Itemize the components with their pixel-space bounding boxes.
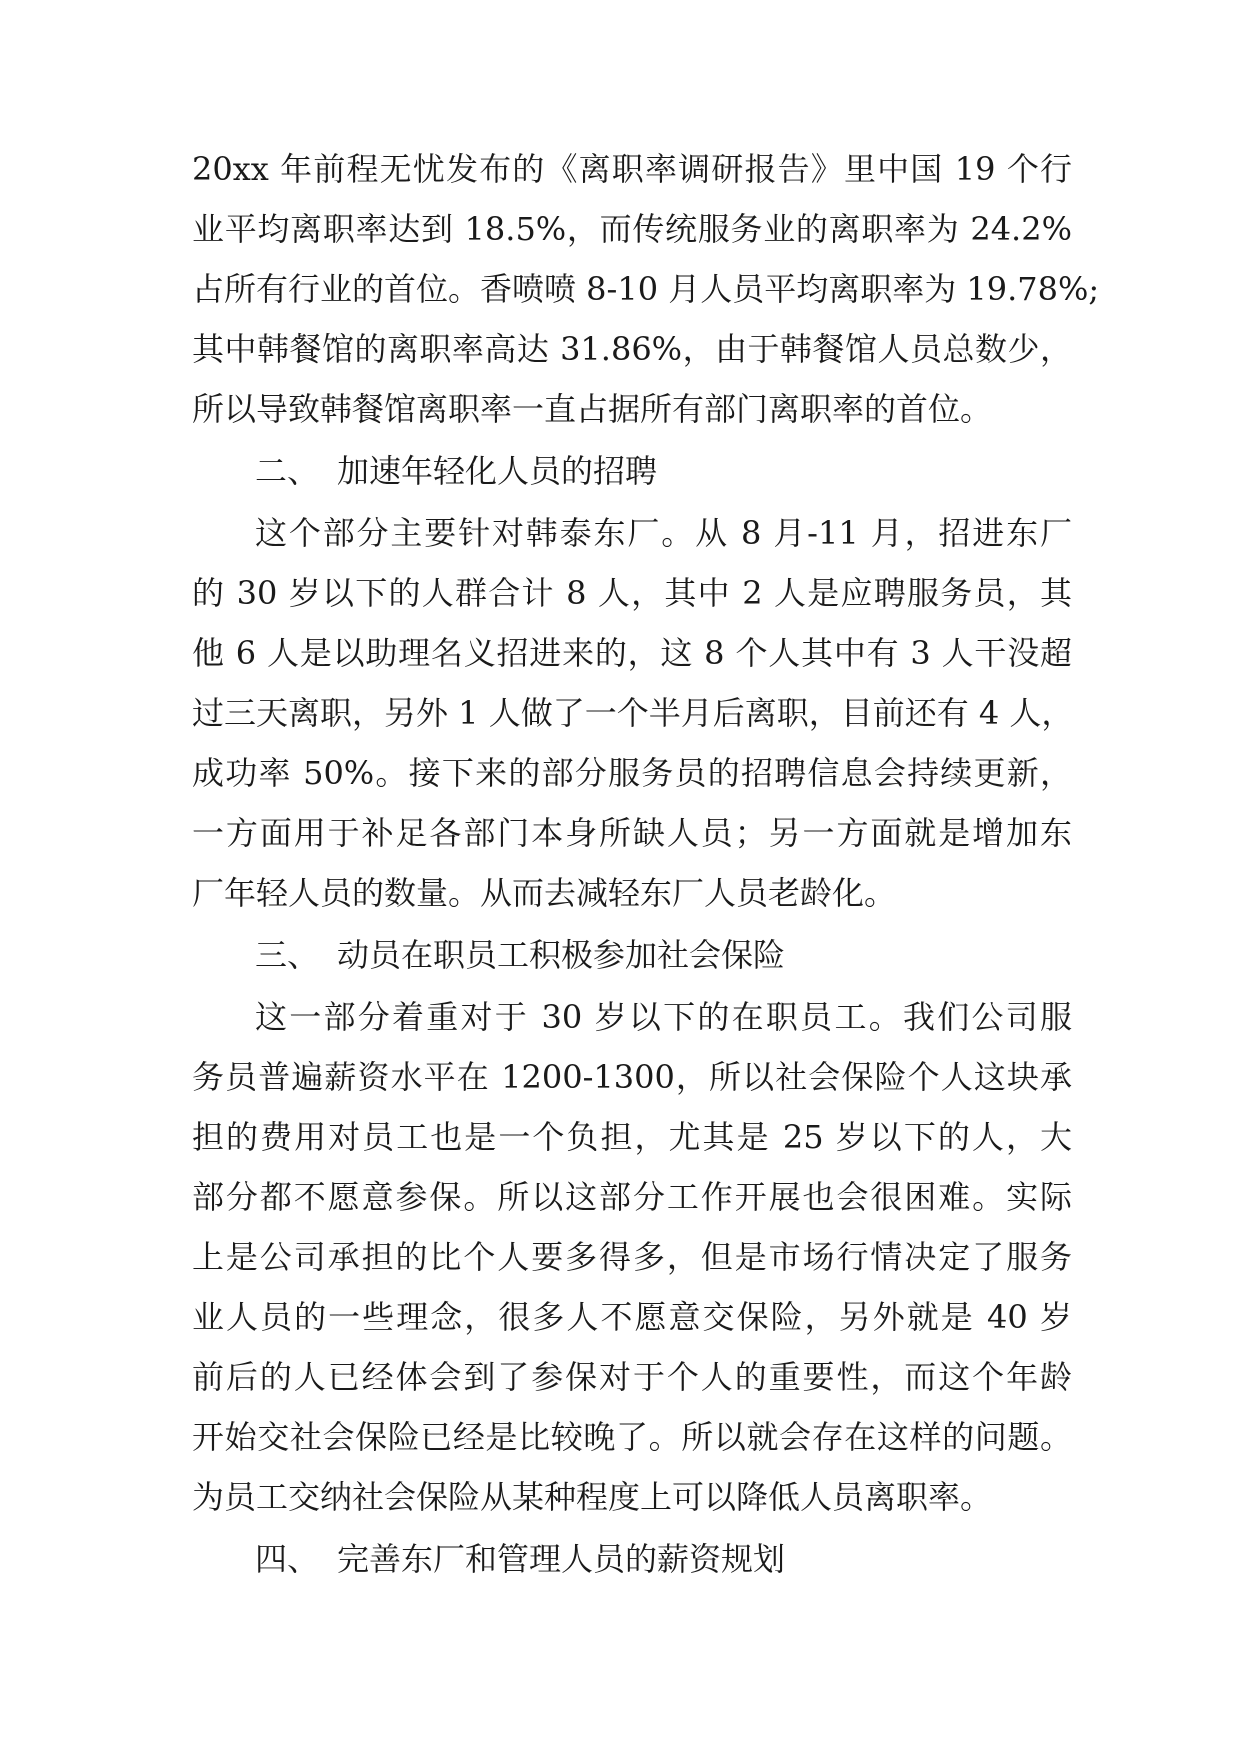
section-heading bbox=[255, 1529, 785, 1589]
paragraph-line: 所以导致韩餐馆离职率一直占据所有部门离职率的首位。 bbox=[192, 390, 993, 428]
section-number: 四、 bbox=[255, 1540, 320, 1578]
section-heading bbox=[255, 925, 785, 985]
paragraph-line: 这个部分主要针对韩泰东厂。从 8 月-11 月，招进东厂 bbox=[255, 514, 1072, 552]
section-title: 动员在职员工积极参加社会保险 bbox=[337, 936, 786, 974]
paragraph-line: 一方面用于补足各部门本身所缺人员；另一方面就是增加东 bbox=[192, 814, 1072, 852]
section-number: 三、 bbox=[255, 936, 320, 974]
paragraph-line: 这一部分着重对于 30 岁以下的在职员工。我们公司服 bbox=[255, 998, 1072, 1036]
paragraph-line: 前后的人已经体会到了参保对于个人的重要性，而这个年龄 bbox=[192, 1358, 1072, 1396]
paragraph-line: 他 6 人是以助理名义招进来的，这 8 个人其中有 3 人干没超 bbox=[192, 634, 1072, 672]
paragraph-line: 20xx 年前程无忧发布的《离职率调研报告》里中国 19 个行 bbox=[192, 150, 1072, 188]
paragraph-line: 过三天离职，另外 1 人做了一个半月后离职，目前还有 4 人， bbox=[192, 694, 1074, 732]
paragraph-line: 的 30 岁以下的人群合计 8 人，其中 2 人是应聘服务员，其 bbox=[192, 574, 1072, 612]
section-number: 二、 bbox=[255, 452, 320, 490]
paragraph-line: 占所有行业的首位。香喷喷 8-10 月人员平均离职率为 19.78%; bbox=[192, 270, 1100, 308]
paragraph-line: 担的费用对员工也是一个负担，尤其是 25 岁以下的人，大 bbox=[192, 1118, 1072, 1156]
paragraph-line: 上是公司承担的比个人要多得多，但是市场行情决定了服务 bbox=[192, 1238, 1072, 1276]
paragraph-line: 开始交社会保险已经是比较晚了。所以就会存在这样的问题。 bbox=[192, 1418, 1072, 1456]
paragraph-line: 其中韩餐馆的离职率高达 31.86%，由于韩餐馆人员总数少， bbox=[192, 330, 1072, 368]
paragraph-line: 业平均离职率达到 18.5%，而传统服务业的离职率为 24.2% bbox=[192, 210, 1072, 248]
paragraph-line: 业人员的一些理念，很多人不愿意交保险，另外就是 40 岁 bbox=[192, 1298, 1072, 1336]
section-title: 完善东厂和管理人员的薪资规划 bbox=[337, 1540, 786, 1578]
paragraph-line: 厂年轻人员的数量。从而去减轻东厂人员老龄化。 bbox=[192, 874, 897, 912]
paragraph-line: 成功率 50%。接下来的部分服务员的招聘信息会持续更新， bbox=[192, 754, 1072, 792]
paragraph-line: 部分都不愿意参保。所以这部分工作开展也会很困难。实际 bbox=[192, 1178, 1072, 1216]
section-heading bbox=[255, 441, 657, 501]
paragraph-line: 务员普遍薪资水平在 1200-1300，所以社会保险个人这块承 bbox=[192, 1058, 1072, 1096]
paragraph-line: 为员工交纳社会保险从某种程度上可以降低人员离职率。 bbox=[192, 1478, 993, 1516]
section-title: 加速年轻化人员的招聘 bbox=[337, 452, 658, 490]
